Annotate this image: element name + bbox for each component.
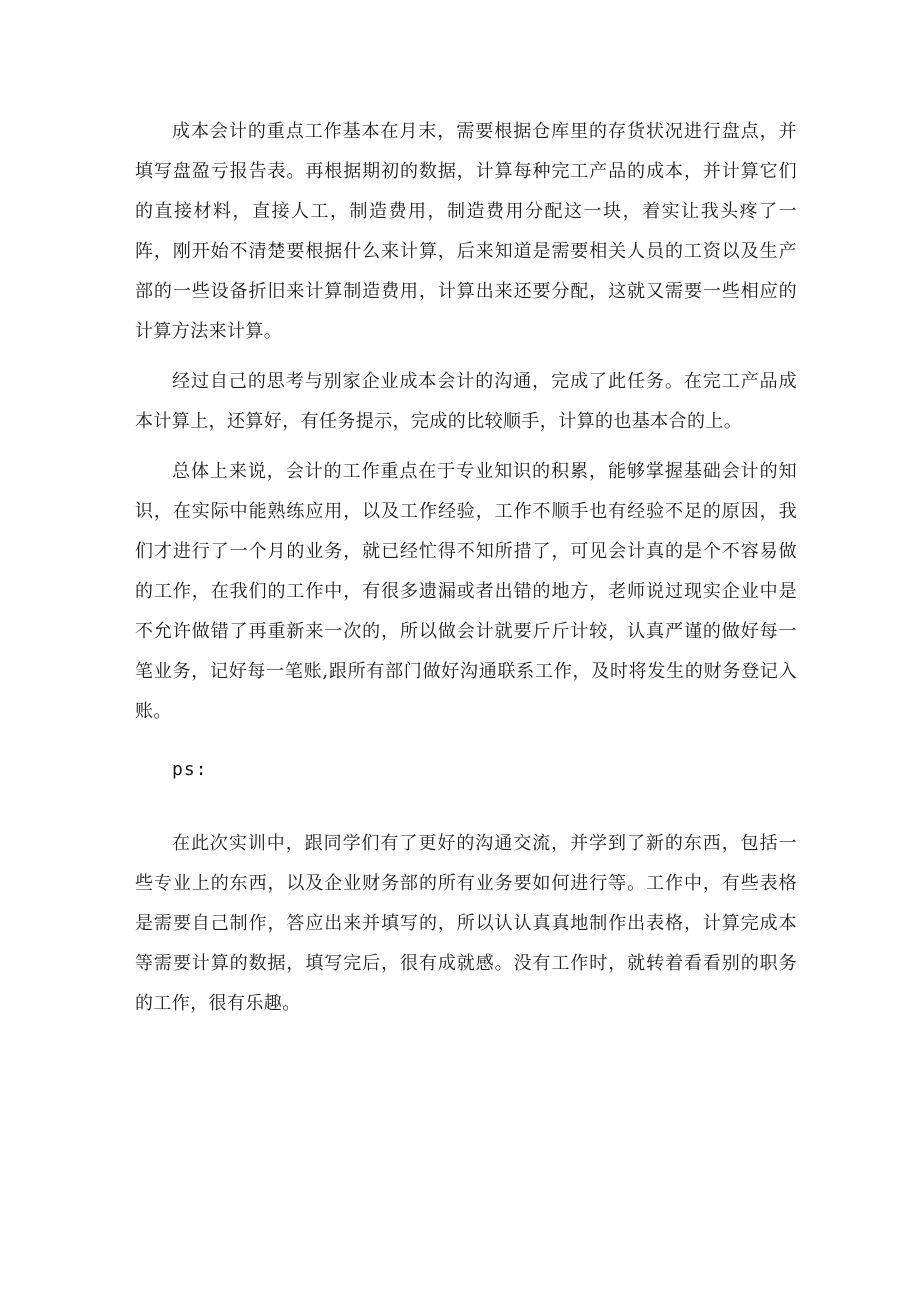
paragraph-summary: 总体上来说，会计的工作重点在于专业知识的积累，能够掌握基础会计的知识，在实际中能熟练应用，以及工作经验，工作不顺手也有经验不足的原因，我们才进行了一个月的业务，就已经忙得不知所措了，可见会计真的是个不容易做的工作，在我们的工作中，有很多遗漏或者出错的地方，老师说过现实企业中是不允许做错了再重新来一次的，所以做会计就要斤斤计较，认真严谨的做好每一笔业务，记好每一笔账,跟所有部门做好沟通联系工作，及时将发生的财务登记入账。 [135,461,797,722]
paragraph-task-completion: 经过自己的思考与别家企业成本会计的沟通，完成了此任务。在完工产品成本计算上，还算好，有任务提示，完成的比较顺手，计算的也基本合的上。 [135,371,797,432]
ps-label: ps: [172,759,208,780]
paragraph-ps-note: 在此次实训中，跟同学们有了更好的沟通交流，并学到了新的东西，包括一些专业上的东西，以及企业财务部的所有业务要如何进行等。工作中，有些表格是需要自己制作，答应出来并填写的，所以认认真真地制作出表格，计算完成本等需要计算的数据，填写完后，很有成就感。没有工作时，就转着看看别的职务的工作，很有乐趣。 [135,833,797,1014]
document-body [135,112,797,1034]
paragraph-cost-accounting: 成本会计的重点工作基本在月末，需要根据仓库里的存货状况进行盘点，并填写盘盈亏报告表。再根据期初的数据，计算每种完工产品的成本，并计算它们的直接材料，直接人工，制造费用，制造费用分配这一块，着实让我头疼了一阵，刚开始不清楚要根据什么来计算，后来知道是需要相关人员的工资以及生产部的一些设备折旧来计算制造费用，计算出来还要分配，这就又需要一些相应的计算方法来计算。 [135,121,797,342]
